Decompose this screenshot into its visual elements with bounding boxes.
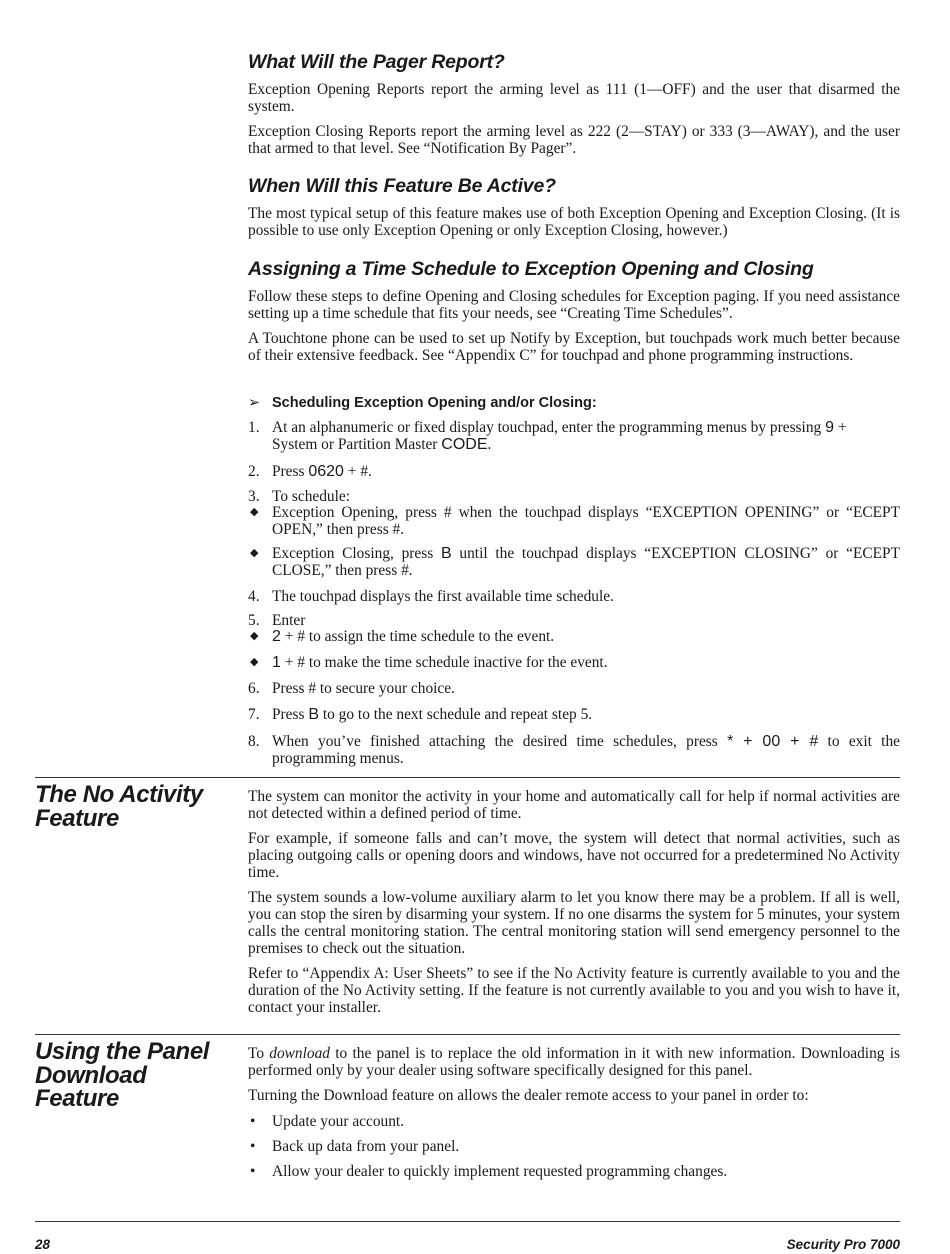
step-number: 5. — [248, 612, 260, 629]
page-number: 28 — [35, 1237, 51, 1252]
step-text: At an alphanumeric or fixed display touchpad, enter the programming menus by pressing — [272, 419, 822, 436]
pager-report-body — [248, 81, 900, 157]
list-item-text: Update your account. — [272, 1113, 405, 1130]
key-2: 2 — [272, 628, 281, 645]
key-1: 1 — [272, 654, 281, 671]
step-text: to exit the programming menus. — [272, 733, 900, 767]
heading-download — [35, 1040, 235, 1111]
step-text: Press # to secure your choice. — [272, 680, 455, 697]
step-text: to go to the next schedule and repeat step 5. — [319, 706, 593, 723]
step-text: Press — [272, 463, 309, 480]
list-item-text: until the touchpad displays “EXCEPTION CLOSING” or “ECEPT CLOSE,” then press #. — [272, 545, 901, 579]
bullet-icon: • — [250, 1138, 256, 1155]
key-exit-sequence: * + 00 + # — [727, 733, 819, 750]
paragraph: The system can monitor the activity in your home and automatically call for help if normal activities are not detected within a defined period of time. — [248, 788, 900, 822]
paragraph-text: to the panel is to replace the old information in it with new information. Downloading is performed only by your dealer using software specifically designed for this panel. — [248, 1045, 900, 1079]
key-9: 9 — [825, 419, 834, 436]
step-text: System or Partition Master — [272, 436, 442, 453]
list-item — [248, 1138, 900, 1155]
list-item — [248, 654, 900, 671]
step-text: Press — [272, 706, 309, 723]
list-item — [248, 628, 900, 645]
list-item — [248, 545, 900, 579]
step-3 — [248, 488, 900, 505]
step-number: 8. — [248, 733, 260, 750]
section-divider — [35, 1034, 900, 1035]
step-4 — [248, 588, 900, 605]
list-item — [248, 1113, 900, 1130]
step-8 — [248, 733, 900, 767]
diamond-bullet-icon: ◆ — [250, 506, 259, 518]
key-b: B — [441, 545, 452, 562]
footer-divider — [35, 1221, 900, 1222]
bullet-icon: • — [250, 1163, 256, 1180]
step-7 — [248, 706, 900, 723]
step-number: 6. — [248, 680, 260, 697]
step-number: 3. — [248, 488, 260, 505]
download-body — [248, 1045, 900, 1104]
heading-pager-report: What Will the Pager Report? — [248, 51, 505, 73]
step-number: 1. — [248, 419, 260, 436]
heading-line: Feature — [35, 804, 119, 832]
list-item-text: Allow your dealer to quickly implement requested programming changes. — [272, 1163, 728, 1180]
list-item — [248, 1163, 900, 1180]
list-item-text: Exception Closing, press — [272, 545, 441, 562]
list-item-text: + # to assign the time schedule to the event. — [280, 628, 555, 645]
list-item — [248, 504, 900, 538]
no-activity-body — [248, 788, 900, 1016]
step-text: When you’ve finished attaching the desired time schedules, press — [272, 733, 728, 750]
paragraph: A Touchtone phone can be used to set up Notify by Exception, but touchpads work much better because of their extensive feedback. See “Appendix C” for touchpad and phone programming instructions. — [248, 330, 900, 364]
step-text: . — [487, 436, 492, 453]
paragraph: The most typical setup of this feature makes use of both Exception Opening and Exception Closing. (It is possible to use only Exception Opening or only Exception Closing, however.) — [248, 205, 900, 239]
section-divider — [35, 777, 900, 778]
when-active-body — [248, 205, 900, 239]
step-6 — [248, 680, 900, 697]
heading-line: The No Activity — [35, 781, 203, 808]
paragraph: Exception Opening Reports report the arming level as 111 (1—OFF) and the user that disarmed the system. — [248, 81, 900, 115]
heading-no-activity — [35, 783, 235, 830]
diamond-bullet-icon: ◆ — [250, 630, 259, 642]
heading-line: Using the Panel — [35, 1038, 210, 1065]
step-text: + — [833, 419, 847, 436]
step-text: + #. — [343, 463, 372, 480]
paragraph: Refer to “Appendix A: User Sheets” to see if the No Activity feature is currently available to you and the duration of the No Activity setting. If the feature is not currently available to you and you wish to have it, contact your installer. — [248, 965, 900, 1016]
emphasis: download — [269, 1045, 330, 1062]
paragraph: The system sounds a low-volume auxiliary alarm to let you know there may be a problem. If all is well, you can stop the siren by disarming your system. If no one disarms the system for 5 minutes, your system calls the central monitoring station. The central monitoring station will send emergency personnel to the premises to check out the situation. — [248, 889, 900, 957]
list-item-text: Back up data from your panel. — [272, 1138, 460, 1155]
step-1 — [248, 419, 900, 453]
procedure-title — [248, 395, 597, 412]
step-number: 7. — [248, 706, 260, 723]
list-item-text: Exception Opening, press # when the touchpad displays “EXCEPTION OPENING” or “ECEPT OPEN,” then press #. — [272, 504, 900, 538]
heading-assigning-schedule: Assigning a Time Schedule to Exception Opening and Closing — [248, 258, 814, 280]
key-code: CODE — [441, 436, 488, 453]
paragraph: Exception Closing Reports report the arming level as 222 (2—STAY) or 333 (3—AWAY), and the user that armed to that level. See “Notification By Pager”. — [248, 123, 900, 157]
paragraph: Turning the Download feature on allows the dealer remote access to your panel in order to: — [248, 1087, 809, 1104]
heading-line: Download — [35, 1061, 147, 1089]
paragraph — [248, 1045, 900, 1079]
paragraph-text: To — [248, 1045, 270, 1062]
step-2 — [248, 463, 900, 480]
procedure-title-text: Scheduling Exception Opening and/or Closing: — [272, 395, 597, 411]
key-b: B — [308, 706, 320, 723]
step-number: 4. — [248, 588, 260, 605]
heading-when-active: When Will this Feature Be Active? — [248, 175, 556, 197]
key-0620: 0620 — [308, 463, 344, 480]
heading-line: Feature — [35, 1085, 119, 1112]
assigning-body — [248, 288, 900, 364]
footer-product-name: Security Pro 7000 — [786, 1237, 900, 1252]
step-5 — [248, 612, 900, 629]
paragraph: Follow these steps to define Opening and Closing schedules for Exception paging. If you need assistance setting up a time schedule that fits your needs, see “Creating Time Schedules”. — [248, 288, 900, 322]
list-item-text: + # to make the time schedule inactive for the event. — [280, 654, 608, 671]
bullet-icon: • — [250, 1113, 256, 1130]
step-number: 2. — [248, 463, 260, 480]
paragraph: For example, if someone falls and can’t move, the system will detect that normal activities, such as placing outgoing calls or opening doors and windows, have not occurred for a predetermined No Activity time. — [248, 830, 900, 881]
diamond-bullet-icon: ◆ — [250, 547, 259, 559]
arrow-icon: ➢ — [248, 395, 261, 411]
step-text: The touchpad displays the first available time schedule. — [272, 588, 614, 605]
diamond-bullet-icon: ◆ — [250, 656, 259, 668]
step-text: To schedule: — [272, 488, 350, 505]
step-text: Enter — [272, 612, 306, 629]
